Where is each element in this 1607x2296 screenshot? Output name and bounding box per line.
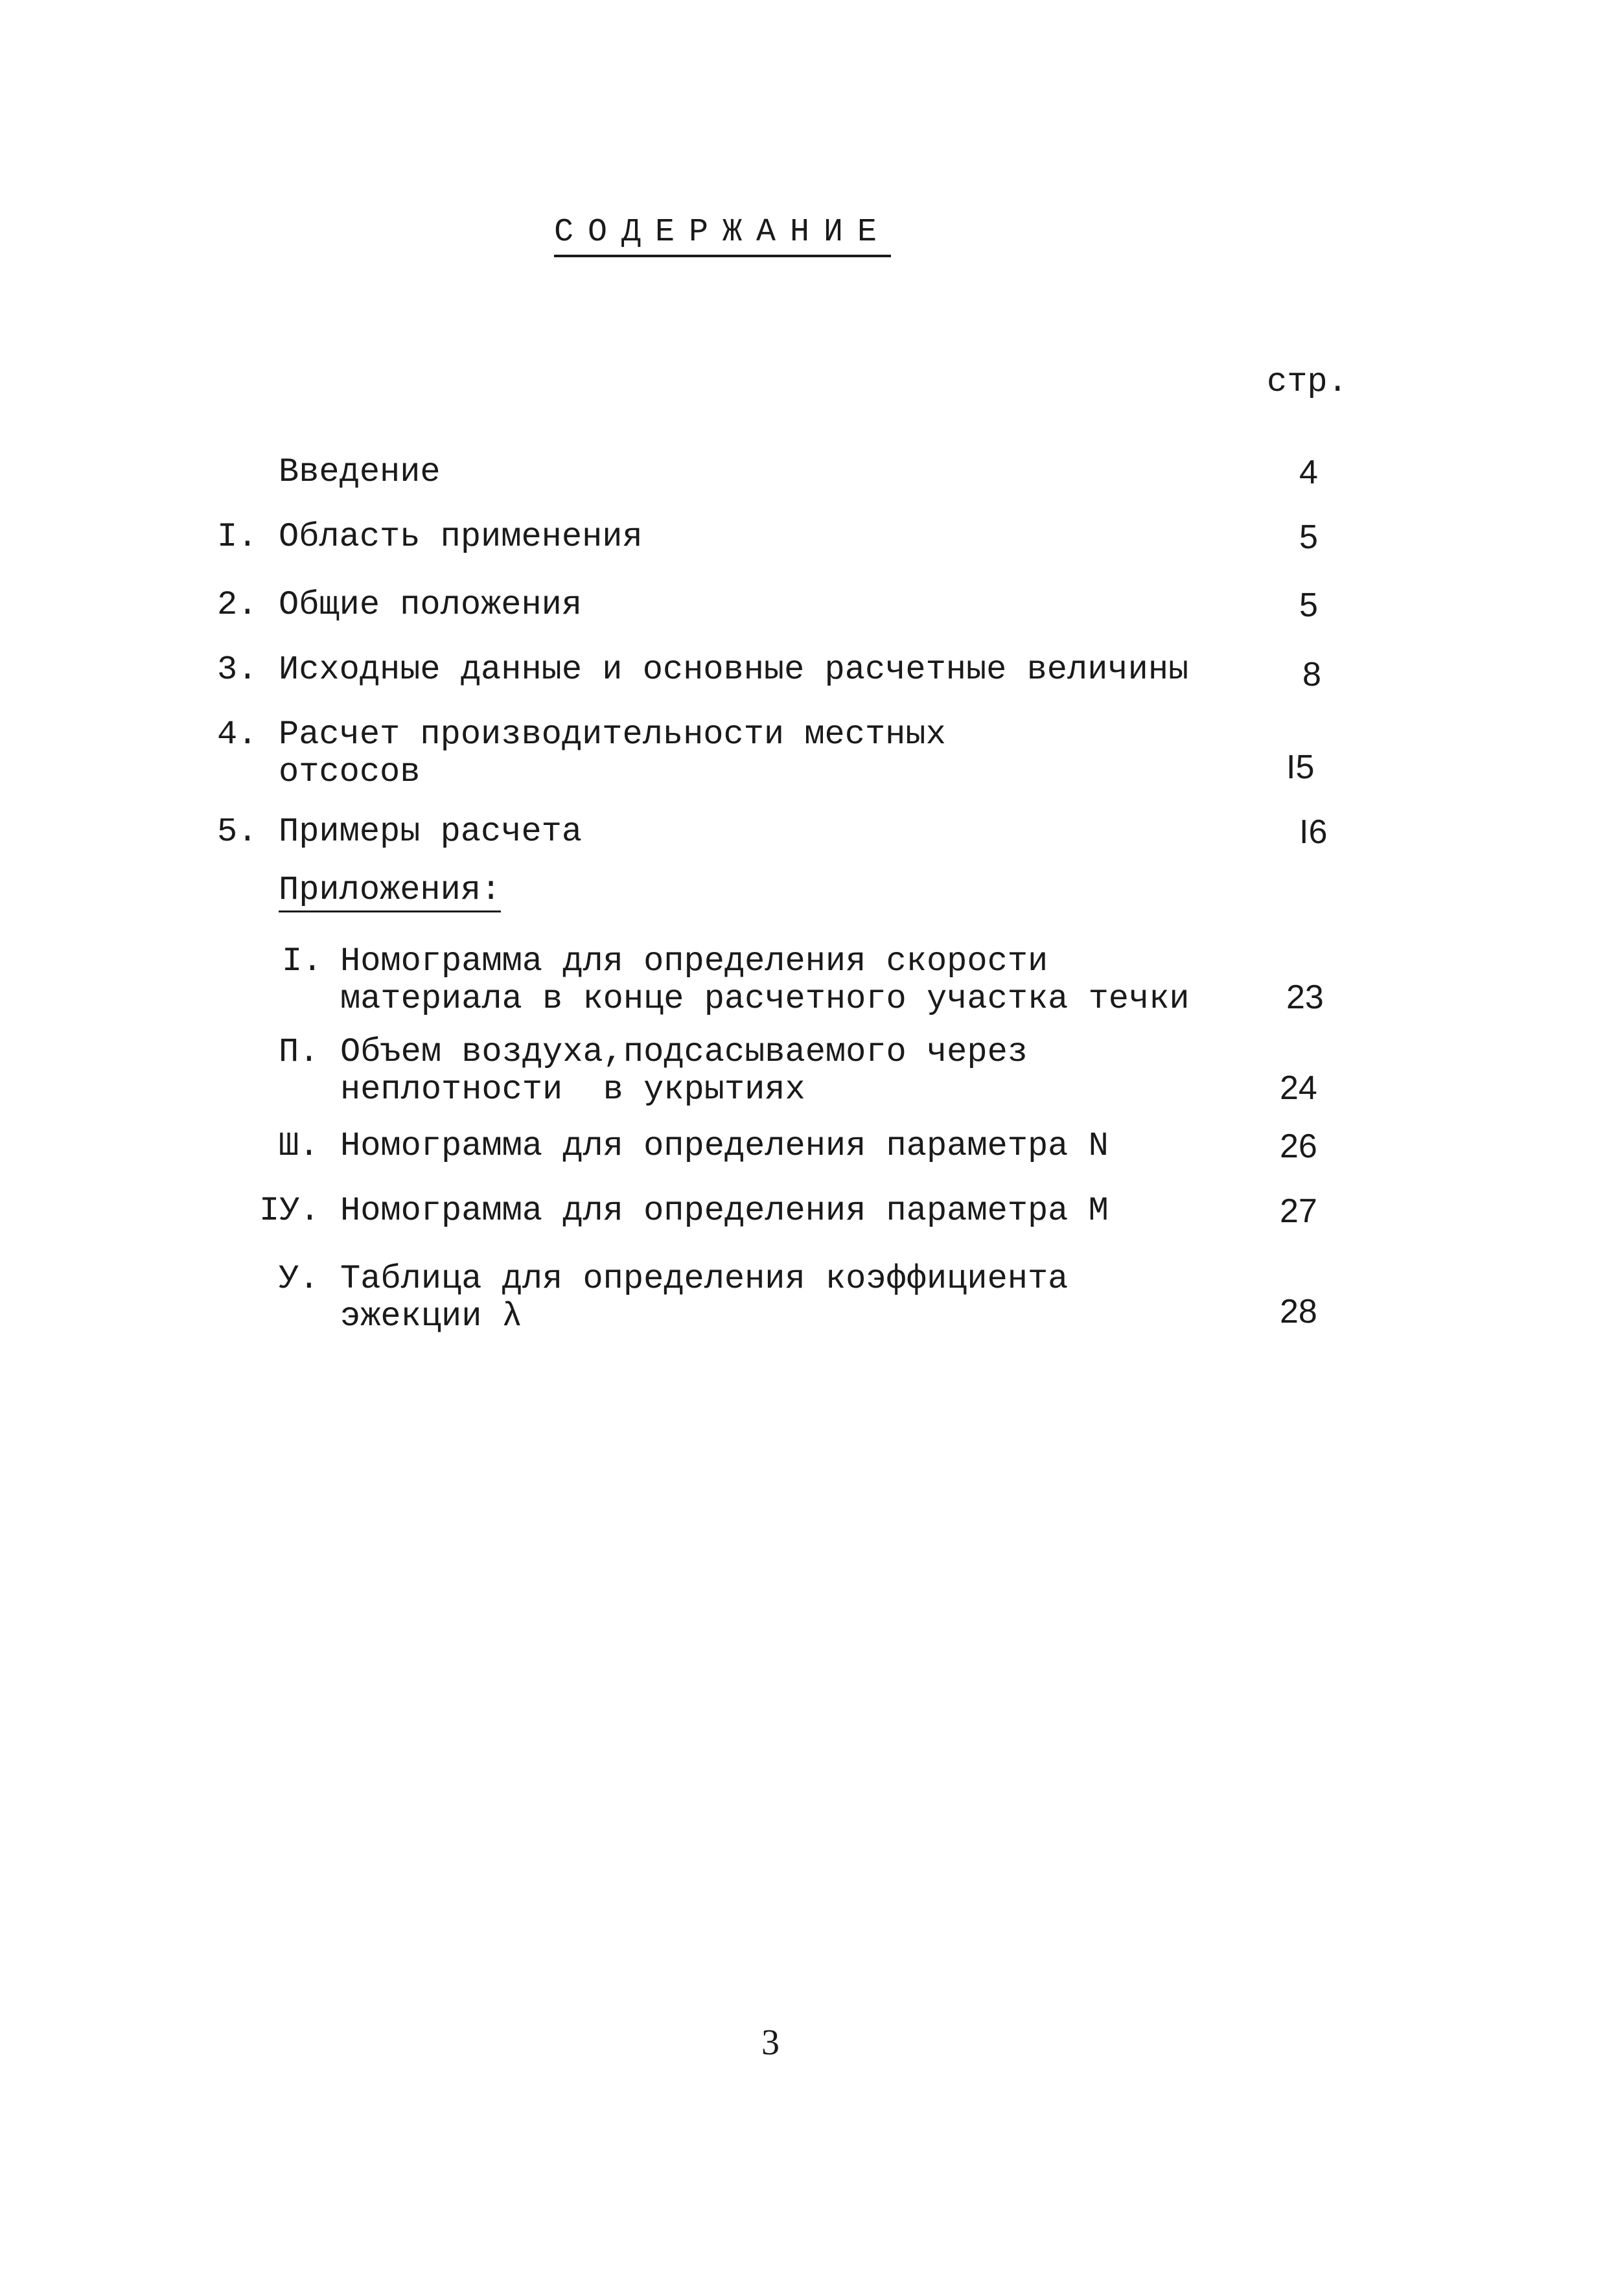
toc-entry-number: 2. [217, 586, 258, 624]
appendix-text: Номограмма для определения скорости материала в конце расчетного участка течки [340, 942, 1190, 1018]
appendix-number: П. [279, 1033, 319, 1071]
page-number: 3 [761, 2023, 780, 2063]
appendix-heading: Приложения: [279, 872, 501, 912]
toc-entry-page: 4 [1299, 454, 1318, 491]
toc-entry-page: 5 [1299, 586, 1318, 624]
toc-entry-text: Расчет производительности местных отсосов [279, 715, 946, 791]
appendix-number: I. [282, 942, 323, 980]
toc-entry-number: 5. [217, 813, 258, 851]
toc-entry-text: Примеры расчета [279, 813, 583, 851]
appendix-page: 26 [1280, 1128, 1317, 1165]
page-column-label: стр. [1267, 363, 1348, 401]
toc-entry-text: Исходные данные и основные расчетные величины [279, 651, 1189, 689]
toc-entry-page: 5 [1299, 518, 1318, 556]
appendix-text: Номограмма для определения параметра М [340, 1192, 1109, 1230]
appendix-page: 23 [1286, 979, 1324, 1016]
toc-entry-number: 4. [217, 715, 258, 754]
toc-entry-number: 3. [217, 651, 258, 689]
appendix-text: Объем воздуха,подсасываемого через неплотности в укрытиях [340, 1033, 1028, 1109]
appendix-number: IУ. [259, 1192, 320, 1230]
toc-entry-number: I. [217, 518, 258, 556]
toc-entry-text: Область применения [279, 518, 643, 556]
page-title: СОДЕРЖАНИЕ [554, 214, 891, 257]
appendix-number: У. [279, 1260, 319, 1298]
appendix-text: Номограмма для определения параметра Ν [340, 1127, 1109, 1165]
appendix-number: Ш. [279, 1127, 319, 1165]
toc-entry-page: 8 [1302, 656, 1321, 693]
toc-entry-text: Общие положения [279, 586, 583, 624]
toc-entry-text: Введение [279, 453, 441, 491]
toc-entry-page: I6 [1299, 813, 1328, 851]
appendix-page: 27 [1280, 1192, 1317, 1230]
appendix-page: 24 [1280, 1069, 1317, 1107]
appendix-text: Таблица для определения коэффициента эжекции λ [340, 1260, 1069, 1336]
appendix-page: 28 [1280, 1293, 1317, 1330]
toc-entry-page: I5 [1286, 748, 1315, 786]
